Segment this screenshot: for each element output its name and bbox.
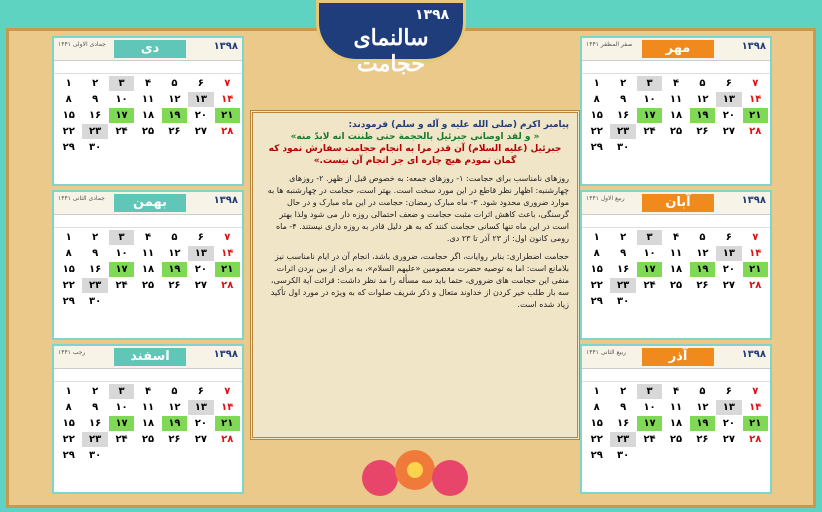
month-header bbox=[54, 38, 242, 61]
day-grid bbox=[582, 382, 770, 465]
month-header bbox=[582, 346, 770, 369]
day-cell: ۳ bbox=[637, 76, 662, 91]
day-cell: ۱۰ bbox=[115, 94, 128, 105]
day-cell: ۲۶ bbox=[168, 280, 181, 291]
day-cell: ۲۲ bbox=[590, 434, 603, 445]
month-name: دی bbox=[114, 40, 186, 58]
day-cell: ۱۴ bbox=[221, 248, 234, 259]
day-cell: ۳۰ bbox=[89, 142, 102, 153]
day-cell: ۱۳ bbox=[188, 246, 213, 261]
day-cell: ۱۰ bbox=[643, 94, 656, 105]
month-year: ۱۳۹۸ bbox=[213, 195, 238, 206]
day-cell: ۲۸ bbox=[221, 126, 234, 137]
day-cell: ۲۶ bbox=[168, 434, 181, 445]
day-cell: ۱۸ bbox=[669, 418, 683, 429]
day-cell: ۶ bbox=[197, 232, 204, 243]
day-cell: ۲۳ bbox=[610, 432, 635, 447]
day-cell: ۲۸ bbox=[221, 434, 234, 445]
month-note: رجب ۱۴۴۱ bbox=[58, 349, 86, 356]
day-cell: ۱۶ bbox=[89, 264, 102, 275]
month-1 bbox=[580, 190, 772, 340]
day-cell: ۱۱ bbox=[669, 94, 683, 105]
day-cell: ۴ bbox=[144, 78, 152, 89]
day-cell: ۵ bbox=[171, 78, 178, 89]
day-cell: ۱۶ bbox=[89, 110, 102, 121]
day-cell: ۱۲ bbox=[168, 94, 181, 105]
month-header bbox=[582, 192, 770, 215]
day-cell: ۱۹ bbox=[162, 416, 187, 431]
day-cell: ۱۲ bbox=[696, 248, 709, 259]
month-note: جمادی الاولی ۱۴۴۱ bbox=[58, 41, 106, 48]
day-cell: ۱۲ bbox=[168, 402, 181, 413]
month-year: ۱۳۹۸ bbox=[741, 41, 766, 52]
day-grid bbox=[54, 382, 242, 465]
day-cell: ۸ bbox=[65, 94, 72, 105]
day-cell: ۲۷ bbox=[722, 126, 735, 137]
day-cell: ۱۶ bbox=[617, 264, 630, 275]
day-cell: ۱۱ bbox=[141, 402, 155, 413]
day-cell: ۲۶ bbox=[696, 280, 709, 291]
month-year: ۱۳۹۸ bbox=[213, 349, 238, 360]
month-name: آذر bbox=[642, 348, 714, 366]
hadith-translation: جبرئیل (علیه السلام) آن قدر مرا به انجام حجامت سفارش نمود که گمان نمودم هیچ چاره ای جز انجام آن نیست.» bbox=[268, 144, 562, 166]
month-2 bbox=[580, 344, 772, 494]
day-cell: ۱۹ bbox=[162, 262, 187, 277]
day-cell: ۲۰ bbox=[194, 418, 207, 429]
day-cell: ۲۷ bbox=[194, 280, 207, 291]
day-cell: ۱۳ bbox=[188, 92, 213, 107]
day-cell: ۲۹ bbox=[590, 296, 603, 307]
day-cell: ۲۷ bbox=[194, 434, 207, 445]
day-cell: ۷ bbox=[752, 232, 759, 243]
unsuitable-days-text: روزهای نامناسب برای حجامت: ۱- روزهای جمعه: به خصوص قبل از ظهر. ۲- روزهای چهارشنبه: اظهار نظر قاطع در این مورد سخت است. بهتر است، حجامت در چهارشنبه ها به موارد ضروری محدود شود. ۳- ماه مبارک رمضان: حجامت در این ماه مبارک و در حال گرسنگی، باعث کاهش اثرات مثبت حجامت و ضعف احتمالی روزه دار می شود ولذا بهتر است در این ماه تنها کسانی حجامت کنند که به هر دلیل قادر به روزه داری نیستند. ۴- ماه رومی کانون اول: از ۲۳ آذر تا ۲۳ دی. bbox=[267, 174, 569, 243]
day-cell: ۲۹ bbox=[62, 450, 75, 461]
day-cell: ۱۷ bbox=[109, 416, 134, 431]
day-cell: ۲ bbox=[620, 386, 627, 397]
weekday-row bbox=[54, 61, 242, 74]
day-cell: ۲۵ bbox=[141, 434, 155, 445]
day-cell: ۱۴ bbox=[749, 402, 762, 413]
day-cell: ۵ bbox=[699, 386, 706, 397]
day-cell: ۲۹ bbox=[62, 142, 75, 153]
day-cell: ۴ bbox=[672, 386, 680, 397]
day-cell: ۲۱ bbox=[215, 108, 240, 123]
day-cell: ۵ bbox=[699, 78, 706, 89]
day-cell: ۱۸ bbox=[141, 264, 155, 275]
day-cell: ۱ bbox=[65, 78, 72, 89]
title-name: سالنمای حجامت bbox=[353, 25, 429, 77]
day-cell: ۳ bbox=[109, 384, 134, 399]
day-grid bbox=[54, 228, 242, 311]
day-cell: ۵ bbox=[171, 386, 178, 397]
day-cell: ۲۳ bbox=[82, 432, 107, 447]
day-cell: ۳ bbox=[109, 76, 134, 91]
day-cell: ۳۰ bbox=[617, 450, 630, 461]
day-cell: ۲۹ bbox=[590, 142, 603, 153]
day-cell: ۲۸ bbox=[749, 434, 762, 445]
month-note: ربیع الاول ۱۴۴۱ bbox=[586, 195, 625, 202]
day-cell: ۷ bbox=[224, 386, 231, 397]
day-cell: ۱۶ bbox=[617, 418, 630, 429]
day-cell: ۲۷ bbox=[194, 126, 207, 137]
day-cell: ۲۵ bbox=[669, 280, 683, 291]
day-cell: ۱۳ bbox=[716, 400, 741, 415]
day-cell: ۲۰ bbox=[194, 264, 207, 275]
flower-decoration-icon bbox=[350, 448, 480, 504]
day-cell: ۱۷ bbox=[637, 262, 662, 277]
month-0 bbox=[580, 36, 772, 186]
center-text-panel bbox=[250, 110, 580, 440]
day-cell: ۲ bbox=[620, 232, 627, 243]
day-cell: ۳ bbox=[637, 230, 662, 245]
day-cell: ۳۰ bbox=[89, 450, 102, 461]
month-year: ۱۳۹۸ bbox=[213, 41, 238, 52]
day-cell: ۲۴ bbox=[115, 126, 128, 137]
day-cell: ۲۷ bbox=[722, 434, 735, 445]
day-cell: ۱۴ bbox=[221, 402, 234, 413]
day-grid bbox=[582, 228, 770, 311]
month-name: آبان bbox=[642, 194, 714, 212]
month-header bbox=[54, 346, 242, 369]
day-cell: ۳۰ bbox=[89, 296, 102, 307]
day-cell: ۸ bbox=[593, 402, 600, 413]
day-cell: ۲۲ bbox=[590, 280, 603, 291]
day-cell: ۲۱ bbox=[743, 416, 768, 431]
day-cell: ۲۲ bbox=[590, 126, 603, 137]
day-cell: ۶ bbox=[725, 78, 732, 89]
day-cell: ۱۱ bbox=[141, 94, 155, 105]
day-cell: ۶ bbox=[725, 232, 732, 243]
day-cell: ۱۵ bbox=[62, 418, 75, 429]
day-cell: ۳۰ bbox=[617, 142, 630, 153]
hadith-intro: پیامبر اکرم (صلی الله علیه و آله و سلم) فرمودند: bbox=[348, 120, 569, 130]
day-cell: ۱ bbox=[593, 386, 600, 397]
day-cell: ۲۰ bbox=[722, 418, 735, 429]
day-cell: ۳ bbox=[109, 230, 134, 245]
day-cell: ۱۹ bbox=[690, 262, 715, 277]
day-cell: ۲۲ bbox=[62, 126, 75, 137]
day-cell: ۲ bbox=[620, 78, 627, 89]
day-cell: ۲۲ bbox=[62, 280, 75, 291]
day-cell: ۲۵ bbox=[141, 126, 155, 137]
day-cell: ۷ bbox=[224, 232, 231, 243]
day-cell: ۱۳ bbox=[716, 246, 741, 261]
month-5 bbox=[52, 344, 244, 494]
day-cell: ۱۱ bbox=[669, 248, 683, 259]
day-cell: ۴ bbox=[144, 232, 152, 243]
day-cell: ۷ bbox=[752, 78, 759, 89]
day-cell: ۹ bbox=[92, 248, 99, 259]
weekday-row bbox=[582, 369, 770, 382]
day-cell: ۱ bbox=[65, 386, 72, 397]
day-cell: ۹ bbox=[620, 402, 627, 413]
day-cell: ۱۲ bbox=[696, 402, 709, 413]
day-cell: ۲۱ bbox=[215, 416, 240, 431]
day-cell: ۱۱ bbox=[669, 402, 683, 413]
day-cell: ۳۰ bbox=[617, 296, 630, 307]
day-cell: ۲۵ bbox=[669, 126, 683, 137]
day-cell: ۲۰ bbox=[194, 110, 207, 121]
day-cell: ۱۵ bbox=[590, 418, 603, 429]
day-cell: ۱۶ bbox=[617, 110, 630, 121]
day-cell: ۷ bbox=[224, 78, 231, 89]
day-cell: ۶ bbox=[197, 78, 204, 89]
day-cell: ۱۴ bbox=[749, 248, 762, 259]
day-cell: ۱۶ bbox=[89, 418, 102, 429]
day-cell: ۱۸ bbox=[669, 264, 683, 275]
day-cell: ۹ bbox=[620, 248, 627, 259]
month-name: بهمن bbox=[114, 194, 186, 212]
month-note: صفر المظفر ۱۴۴۱ bbox=[586, 41, 633, 48]
day-cell: ۲۸ bbox=[749, 126, 762, 137]
day-cell: ۲۰ bbox=[722, 110, 735, 121]
day-cell: ۶ bbox=[197, 386, 204, 397]
title-badge bbox=[316, 0, 466, 77]
day-cell: ۲۴ bbox=[643, 126, 656, 137]
hadith-arabic: « و لقد اوصانی جبرئیل بالحجمة حتی ظننت انه لابدّ منه» bbox=[290, 132, 540, 142]
day-cell: ۸ bbox=[65, 248, 72, 259]
day-cell: ۳ bbox=[637, 384, 662, 399]
day-cell: ۱۷ bbox=[637, 108, 662, 123]
day-cell: ۱۰ bbox=[115, 402, 128, 413]
day-cell: ۵ bbox=[171, 232, 178, 243]
day-cell: ۲۷ bbox=[722, 280, 735, 291]
title-year: ۱۳۹۸ bbox=[415, 7, 450, 23]
day-cell: ۲۳ bbox=[82, 278, 107, 293]
day-cell: ۱۵ bbox=[590, 110, 603, 121]
day-cell: ۱۵ bbox=[590, 264, 603, 275]
day-cell: ۶ bbox=[725, 386, 732, 397]
day-cell: ۱۷ bbox=[637, 416, 662, 431]
day-cell: ۵ bbox=[699, 232, 706, 243]
month-year: ۱۳۹۸ bbox=[741, 195, 766, 206]
day-cell: ۱۰ bbox=[115, 248, 128, 259]
day-cell: ۹ bbox=[92, 94, 99, 105]
day-cell: ۸ bbox=[593, 94, 600, 105]
month-header bbox=[582, 38, 770, 61]
day-cell: ۲۵ bbox=[141, 280, 155, 291]
day-cell: ۲۴ bbox=[643, 434, 656, 445]
month-note: جمادی الثانی ۱۴۴۱ bbox=[58, 195, 105, 202]
day-cell: ۲۹ bbox=[62, 296, 75, 307]
day-cell: ۱۵ bbox=[62, 110, 75, 121]
day-cell: ۲۴ bbox=[115, 280, 128, 291]
day-cell: ۱۸ bbox=[141, 110, 155, 121]
day-cell: ۲۱ bbox=[743, 262, 768, 277]
day-cell: ۲۴ bbox=[115, 434, 128, 445]
day-cell: ۱۴ bbox=[749, 94, 762, 105]
month-3 bbox=[52, 36, 244, 186]
day-cell: ۲۳ bbox=[82, 124, 107, 139]
month-name: مهر bbox=[642, 40, 714, 58]
day-cell: ۲۳ bbox=[610, 124, 635, 139]
day-cell: ۱ bbox=[593, 78, 600, 89]
month-year: ۱۳۹۸ bbox=[741, 349, 766, 360]
day-cell: ۲ bbox=[92, 386, 99, 397]
day-cell: ۹ bbox=[620, 94, 627, 105]
month-header bbox=[54, 192, 242, 215]
day-cell: ۱۹ bbox=[690, 416, 715, 431]
day-cell: ۱۷ bbox=[109, 108, 134, 123]
weekday-row bbox=[582, 61, 770, 74]
day-cell: ۲۴ bbox=[643, 280, 656, 291]
day-cell: ۲۰ bbox=[722, 264, 735, 275]
day-cell: ۱۳ bbox=[188, 400, 213, 415]
day-cell: ۲۳ bbox=[610, 278, 635, 293]
day-cell: ۱۲ bbox=[168, 248, 181, 259]
day-cell: ۷ bbox=[752, 386, 759, 397]
day-cell: ۱ bbox=[65, 232, 72, 243]
day-cell: ۹ bbox=[92, 402, 99, 413]
day-cell: ۱۸ bbox=[669, 110, 683, 121]
day-cell: ۴ bbox=[672, 232, 680, 243]
day-cell: ۱۰ bbox=[643, 402, 656, 413]
day-cell: ۱۷ bbox=[109, 262, 134, 277]
weekday-row bbox=[54, 369, 242, 382]
month-4 bbox=[52, 190, 244, 340]
day-cell: ۱۹ bbox=[690, 108, 715, 123]
day-cell: ۲ bbox=[92, 232, 99, 243]
day-cell: ۲۲ bbox=[62, 434, 75, 445]
month-note: ربیع الثانی ۱۴۴۱ bbox=[586, 349, 627, 356]
day-cell: ۱۹ bbox=[162, 108, 187, 123]
day-cell: ۸ bbox=[65, 402, 72, 413]
day-cell: ۲۱ bbox=[215, 262, 240, 277]
day-cell: ۴ bbox=[672, 78, 680, 89]
day-cell: ۲۶ bbox=[696, 434, 709, 445]
day-cell: ۲۱ bbox=[743, 108, 768, 123]
month-name: اسفند bbox=[114, 348, 186, 366]
weekday-row bbox=[582, 215, 770, 228]
day-cell: ۱۴ bbox=[221, 94, 234, 105]
emergency-cupping-text: حجامت اضطراری: بنابر روایات، اگر حجامت، ضروری باشد، انجام آن در ایام نامناسب نیز بلامانع است: اما به توصیه حضرت معصومین «علیهم السلام»، به برای از بین بردن اثرات منفی این حجامت های ضروری، حتما باید سه مسأله را مد نظر داشت: قرائت آیة الکرسی، سه بار طلب خیر کردن از خداوند متعال و ذکر شریف صلوات که به ویژه در مورد اول تأکید زیاد شده است. bbox=[270, 252, 569, 309]
day-cell: ۱۰ bbox=[643, 248, 656, 259]
day-grid bbox=[582, 74, 770, 157]
day-cell: ۱ bbox=[593, 232, 600, 243]
day-cell: ۲۵ bbox=[669, 434, 683, 445]
day-cell: ۴ bbox=[144, 386, 152, 397]
day-cell: ۲۶ bbox=[696, 126, 709, 137]
day-cell: ۲۸ bbox=[221, 280, 234, 291]
day-grid bbox=[54, 74, 242, 157]
day-cell: ۱۱ bbox=[141, 248, 155, 259]
day-cell: ۱۸ bbox=[141, 418, 155, 429]
day-cell: ۸ bbox=[593, 248, 600, 259]
day-cell: ۲ bbox=[92, 78, 99, 89]
day-cell: ۲۸ bbox=[749, 280, 762, 291]
day-cell: ۲۹ bbox=[590, 450, 603, 461]
day-cell: ۲۶ bbox=[168, 126, 181, 137]
day-cell: ۱۳ bbox=[716, 92, 741, 107]
day-cell: ۱۵ bbox=[62, 264, 75, 275]
day-cell: ۱۲ bbox=[696, 94, 709, 105]
weekday-row bbox=[54, 215, 242, 228]
